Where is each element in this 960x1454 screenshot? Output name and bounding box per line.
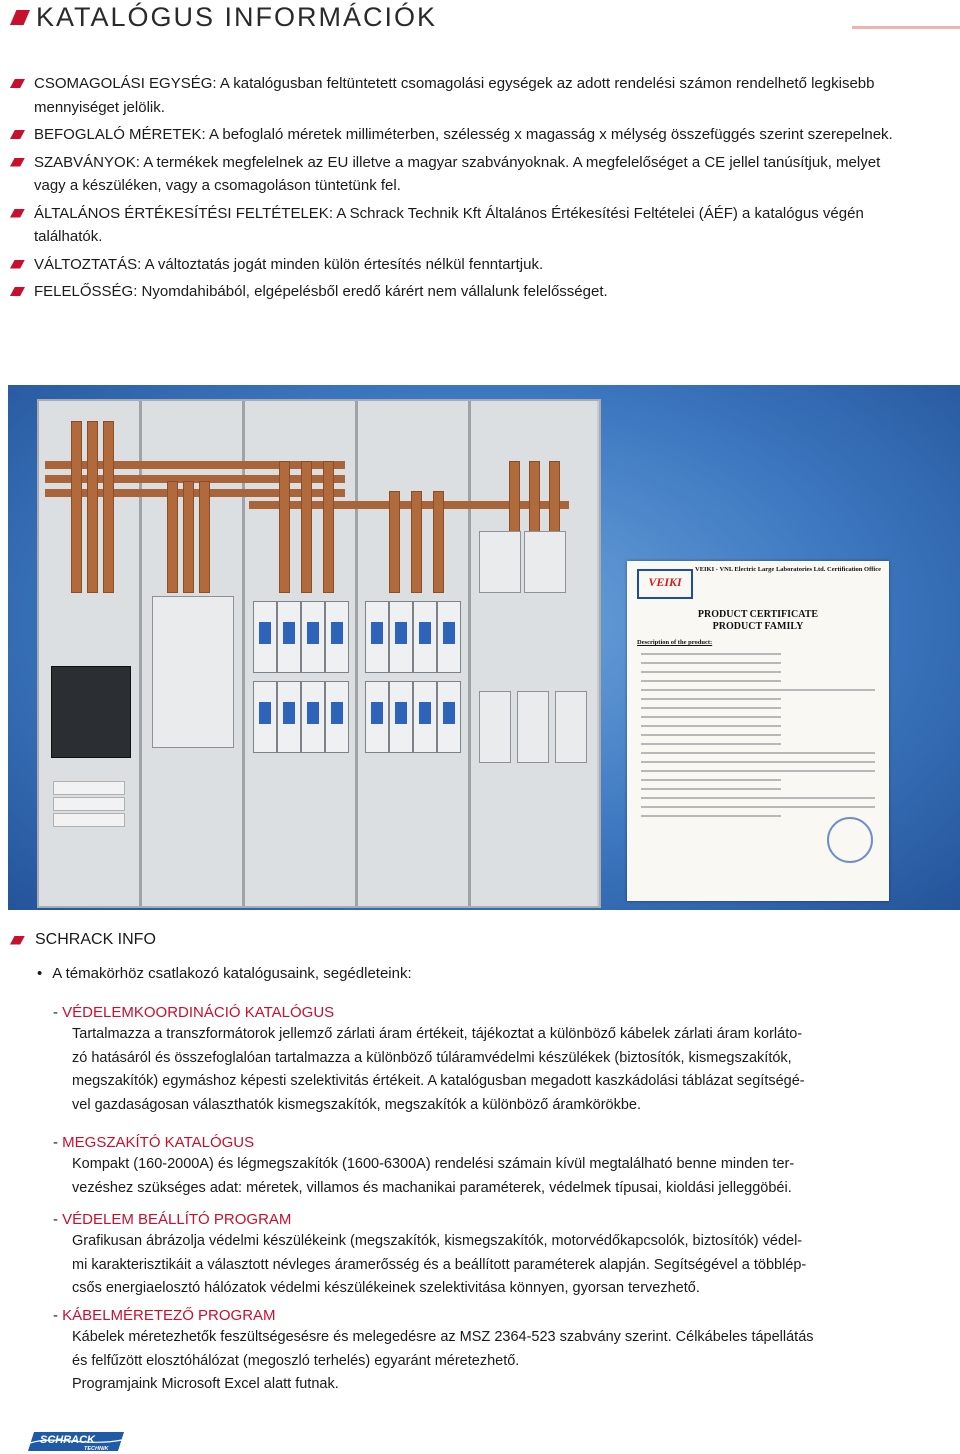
section-marker-icon — [10, 260, 25, 269]
certificate-description-label: Description of the product: — [637, 639, 713, 646]
section-marker-icon — [10, 130, 25, 139]
copper-busbar — [249, 501, 569, 509]
section-marker-icon — [10, 79, 25, 88]
circuit-breaker — [152, 596, 234, 748]
terminal-block — [53, 781, 125, 795]
fuse-switch — [365, 681, 389, 753]
fuse-switch — [325, 681, 349, 753]
fuse-switch — [325, 601, 349, 673]
catalog-entry: - MEGSZAKÍTÓ KATALÓGUS Kompakt (160-2000A) és légmegszakítók (1600-6300A) rendelési számain kívül megtalálható benne minden ter- vezéshez szükséges adat: méretek, villamos és machanikai paraméterek, védelmek típusai, kioldási jelleggöbéi. — [53, 1133, 893, 1200]
copper-busbar — [549, 461, 560, 533]
info-item-text: CSOMAGOLÁSI EGYSÉG: A katalógusban feltüntetett csomagolási egységek az adott rendelési számon rendelhető legkisebb mennyiséget jelölik. — [34, 75, 875, 116]
circuit-breaker — [524, 531, 566, 593]
circuit-breaker — [51, 666, 131, 758]
section-marker-icon — [10, 10, 30, 25]
fuse-switch — [437, 601, 461, 673]
certificate-header: VEIKI - VNL Electric Large Laboratories Ltd. Certification Office — [695, 566, 881, 573]
certificate-stamp-icon — [827, 817, 873, 863]
section-marker-icon — [10, 209, 25, 218]
catalog-name: KÁBELMÉRETEZŐ PROGRAM — [62, 1307, 276, 1324]
info-item-packaging — [10, 72, 900, 119]
info-item-text: ÁLTALÁNOS ÉRTÉKESÍTÉSI FELTÉTELEK: A Schrack Technik Kft Általános Értékesítési Feltételei (ÁÉF) a katalógus végén találhatók. — [34, 204, 864, 245]
catalog-info-list — [10, 72, 900, 308]
circuit-breaker — [479, 691, 511, 763]
switchgear-photo — [8, 385, 960, 910]
terminal-block — [53, 797, 125, 811]
copper-busbar — [433, 491, 444, 593]
circuit-breaker — [555, 691, 587, 763]
copper-busbar — [301, 461, 312, 593]
copper-busbar — [167, 481, 178, 593]
copper-busbar — [71, 421, 82, 593]
info-item-liability — [10, 280, 900, 304]
info-item-text: VÁLTOZTATÁS: A változtatás jogát minden külön értesítés nélkül fenntartjuk. — [34, 255, 544, 273]
catalog-description: Kábelek méretezhetők feszültségesésre és melegedésre az MSZ 2364-523 szabvány szerint. Célkábeles tápellátás és felfűzött elosztóhálózat (megoszló terhelés) egyaránt méretezhető. Programjaink Microsoft Excel alatt futnak. — [72, 1329, 814, 1392]
page-header — [10, 2, 437, 33]
info-item-text: FELELŐSSÉG: Nyomdahibából, elgépelésből eredő kárért nem vállalunk felelősséget. — [34, 283, 608, 300]
copper-busbar — [87, 421, 98, 593]
circuit-breaker — [517, 691, 549, 763]
info-item-standards — [10, 151, 900, 198]
section-marker-icon — [10, 158, 25, 167]
certificate-body — [641, 653, 875, 824]
catalog-name: VÉDELEM BEÁLLÍTÓ PROGRAM — [62, 1211, 292, 1228]
copper-busbar — [103, 421, 114, 593]
info-item-text: SZABVÁNYOK: A termékek megfelelnek az EU illetve a magyar szabványoknak. A megfelelőséget a CE jellel tanúsítjuk, melyet vagy a készüléken, vagy a csomagoláson tüntetünk fel. — [34, 153, 881, 194]
terminal-block — [53, 813, 125, 827]
svg-text:SCHRACK: SCHRACK — [40, 1434, 95, 1446]
info-item-text: BEFOGLALÓ MÉRETEK: A befoglaló méretek milliméterben, szélesség x magasság x mélység összefüggés szerint szerepelnek. — [34, 126, 893, 143]
catalog-name: VÉDELEMKOORDINÁCIÓ KATALÓGUS — [62, 1004, 335, 1021]
switchgear-cabinet — [37, 399, 601, 908]
info-item-changes — [10, 253, 900, 277]
certificate-title: PRODUCT CERTIFICATE PRODUCT FAMILY — [697, 609, 819, 632]
schrack-info-title: SCHRACK INFO — [35, 931, 156, 948]
copper-busbar — [199, 481, 210, 593]
copper-busbar — [389, 491, 400, 593]
fuse-switch — [301, 681, 325, 753]
circuit-breaker — [479, 531, 521, 593]
copper-busbar — [411, 491, 422, 593]
fuse-switch — [413, 681, 437, 753]
page-title: KATALÓGUS INFORMÁCIÓK — [36, 2, 438, 32]
fuse-switch — [301, 601, 325, 673]
veiki-logo: VEIKI — [637, 569, 693, 599]
product-certificate — [627, 561, 889, 901]
fuse-switch — [253, 601, 277, 673]
copper-busbar — [529, 461, 540, 533]
fuse-switch — [389, 601, 413, 673]
copper-busbar — [279, 461, 290, 593]
fuse-switch — [365, 601, 389, 673]
bullet-icon: • — [37, 965, 43, 982]
catalog-description: Grafikusan ábrázolja védelmi készülékeink (megszakítók, kismegszakítók, motorvédőkapcsolók, biztosítók) védel- mi karakterisztikáit a választott névleges áramerősség és a beállított paraméterek alapján. Segítségével a többlép- csős energiaelosztó hálózatok védelmi készülékeinek szelektivitása könnyen, gyorsan tervezhető. — [72, 1233, 807, 1296]
catalog-description: Tartalmazza a transzformátorok jellemző zárlati áram értékeit, tájékoztat a különböző kábelek zárlati áram korláto- zó hatásáról és összefoglalóan tartalmazza a különböző túláramvédelmi készülékek (biztosítók, kismegszakítók, megszakítók) egymáshoz képesti szelektivitás értékeit. A katalógusban megadott kaszkádolási táblázat segítségé- vel gazdaságosan választhatók kismegszakítók, megszakítók a különböző áramkörökbe. — [72, 1026, 805, 1113]
catalog-entry: - VÉDELEM BEÁLLÍTÓ PROGRAM Grafikusan ábrázolja védelmi készülékeink (megszakítók, kismegszakítók, motorvédőkapcsolók, biztosítók) védel- mi karakterisztikáit a választott névleges áramerősség és a beállított paraméterek alapján. Segítségével a többlép- csős energiaelosztó hálózatok védelmi készülékeinek szelektivitása könnyen, gyorsan tervezhető. — [53, 1210, 893, 1301]
copper-busbar — [509, 461, 520, 533]
top-rule — [852, 26, 960, 29]
catalog-entry: - VÉDELEMKOORDINÁCIÓ KATALÓGUS Tartalmazza a transzformátorok jellemző zárlati áram értékeit, tájékoztat a különböző kábelek zárlati áram korláto- zó hatásáról és összefoglalóan tartalmazza a különböző túláramvédelmi készülékek (biztosítók, kismegszakítók, megszakítók) egymáshoz képesti szelektivitás értékeit. A katalógusban megadott kaszkádolási táblázat segítségé- vel gazdaságosan választhatók kismegszakítók, megszakítók a különböző áramkörökbe. — [53, 1003, 893, 1117]
info-item-sales-terms — [10, 202, 900, 249]
fuse-switch — [277, 601, 301, 673]
fuse-switch — [413, 601, 437, 673]
copper-busbar — [183, 481, 194, 593]
catalog-description: Kompakt (160-2000A) és légmegszakítók (1600-6300A) rendelési számain kívül megtalálható benne minden ter- vezéshez szükséges adat: méretek, villamos és machanikai paraméterek, védelmek típusai, kioldási jelleggöbéi. — [72, 1156, 795, 1196]
fuse-switch — [389, 681, 413, 753]
copper-busbar — [323, 461, 334, 593]
svg-text:TECHNIK: TECHNIK — [84, 1446, 109, 1452]
section-marker-icon — [10, 287, 25, 296]
info-item-dimensions — [10, 123, 900, 147]
schrack-info-header — [10, 931, 156, 949]
schrack-technik-logo — [26, 1431, 126, 1452]
catalog-name: MEGSZAKÍTÓ KATALÓGUS — [62, 1134, 255, 1151]
fuse-switch — [277, 681, 301, 753]
section-marker-icon — [10, 936, 25, 945]
schrack-info-intro: • A témakörhöz csatlakozó katalógusaink, segédleteink: — [37, 965, 412, 982]
catalog-entry: - KÁBELMÉRETEZŐ PROGRAM Kábelek méretezhetők feszültségesésre és melegedésre az MSZ 2364-523 szabvány szerint. Célkábeles tápellátás és felfűzött elosztóhálózat (megoszló terhelés) egyaránt méretezhető. Programjaink Microsoft Excel alatt futnak. — [53, 1306, 893, 1397]
fuse-switch — [437, 681, 461, 753]
fuse-switch — [253, 681, 277, 753]
